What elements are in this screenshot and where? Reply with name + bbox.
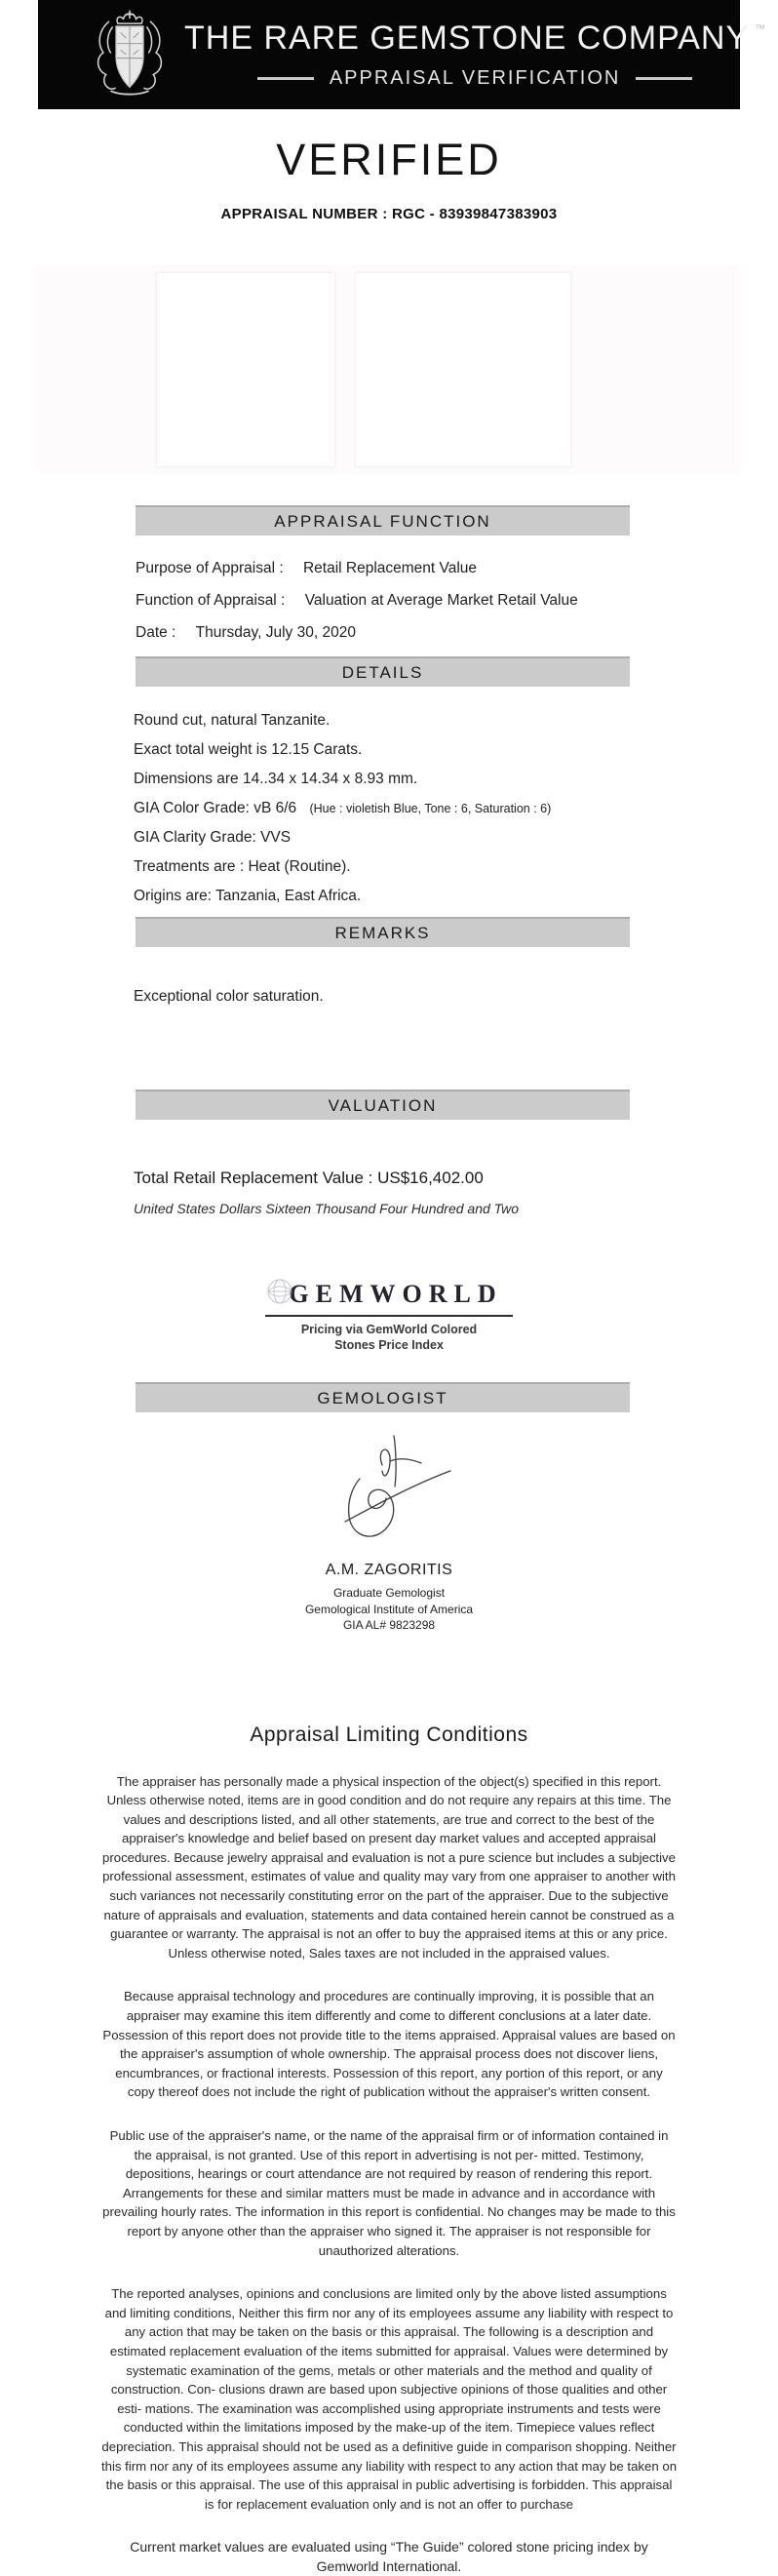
section-header-valuation: VALUATION	[136, 1090, 630, 1120]
gemworld-caption-line1: Pricing via GemWorld Colored	[38, 1322, 740, 1337]
header-subtitle: APPRAISAL VERIFICATION	[330, 67, 621, 90]
row-function	[136, 592, 701, 610]
limiting-conditions-body	[100, 1772, 678, 2576]
credential-title: Graduate Gemologist	[38, 1585, 740, 1602]
section-header-remarks: REMARKS	[136, 917, 630, 947]
row-date	[136, 624, 701, 642]
valuation-amount-words: United States Dollars Sixteen Thousand Four Hundred and Two	[134, 1201, 701, 1216]
gemworld-wordmark: GEMWORLD	[289, 1280, 502, 1309]
function-label: Function of Appraisal :	[136, 592, 285, 610]
limiting-conditions-title: Appraisal Limiting Conditions	[38, 1724, 740, 1747]
credential-institute: Gemological Institute of America	[38, 1602, 740, 1618]
detail-clarity-grade: GIA Clarity Grade: VVS	[134, 829, 701, 847]
date-label: Date :	[136, 624, 175, 642]
limiting-paragraph-1: The appraiser has personally made a physical inspection of the object(s) specified in this report. Unless otherwise noted, items are in good condition and do not require any repairs at this time. The values and descriptions listed, and all other statements, are true and correct to the best of the appraiser's knowledge and belief based on present day market values and accepted appraisal procedures. Because jewelry appraisal and evaluation is not a pure science but includes a subjective professional assessment, estimates of value and quality may vary from one appraiser to another with such variances not necessarily constituting error on the part of the appraiser. Due to the subjective nature of appraisals and evaluation, statements and data contained herein cannot be construed as a guarantee or warranty. The appraisal is not an offer to buy the appraised items at this or any price. Unless otherwise noted, Sales taxes are not included in the appraised values.	[100, 1772, 678, 1963]
function-value: Valuation at Average Market Retail Value	[305, 592, 578, 610]
color-grade-note: (Hue : violetish Blue, Tone : 6, Saturation : 6)	[309, 802, 551, 815]
trademark-symbol: ™	[755, 23, 765, 35]
details-lines	[134, 712, 701, 905]
section-header-gemologist: GEMOLOGIST	[136, 1382, 630, 1412]
gem-photo-left	[157, 273, 334, 466]
gem-photos-area	[38, 265, 740, 474]
page-header	[38, 0, 740, 109]
date-value: Thursday, July 30, 2020	[196, 624, 356, 642]
limiting-paragraph-5: Current market values are evaluated using “The Guide” colored stone pricing index by Gemworld International.	[100, 2538, 678, 2576]
limiting-paragraph-4: The reported analyses, opinions and conclusions are limited only by the above listed assumptions and limiting conditions, Neither this firm nor any of its employees assume any liability with respect to any action that may be taken on the basis or this appraisal. The following is a description and estimated replacement evaluation of the items submitted for appraisal. Values were determined by systematic examination of the gems, metals or other materials and the method and quality of construction. Con- clusions drawn are based upon subjective opinions of those qualities and other esti- mations. The examination was accomplished using appropriate instruments and tests were conducted within the limitations imposed by the make-up of the item. Timepiece values reflect depreciation. This appraisal should not be used as a definitive guide in comparison shopping. Neither this firm nor any of its employees assume any liability with respect to any action that may be taken on the basis or this appraisal. The use of this appraisal in public advertising is forbidden. This appraisal is for replacement evaluation only and is not an offer to purchase	[100, 2284, 678, 2514]
detail-color-grade	[134, 800, 701, 817]
detail-cut: Round cut, natural Tanzanite.	[134, 712, 701, 730]
subtitle-dash-left	[257, 77, 314, 80]
verified-status: VERIFIED	[38, 135, 740, 185]
company-name: THE RARE GEMSTONE COMPANY	[184, 20, 749, 58]
limiting-paragraph-3: Public use of the appraiser's name, or the name of the appraisal firm or of information contained in the appraisal, is not granted. Use of this report in advertising is not per- mitted. Testimony, depositions, hearings or court attendance are not required by reason of rendering this report. Arrangements for these and similar matters must be made in advance and in accordance with prevailing hourly rates. The information in this report is confidential. No changes may be made to this report by anyone other than the appraiser who signed it. The appraiser is not responsible for unauthorized alterations.	[100, 2126, 678, 2260]
subtitle-dash-right	[636, 77, 692, 80]
detail-weight: Exact total weight is 12.15 Carats.	[134, 741, 701, 759]
gem-photo-right	[356, 273, 570, 466]
detail-dimensions: Dimensions are 14..34 x 14.34 x 8.93 mm.	[134, 771, 701, 788]
appraisal-function-rows	[136, 560, 701, 642]
section-header-appraisal-function: APPRAISAL FUNCTION	[136, 505, 630, 535]
gemworld-caption	[38, 1322, 740, 1353]
credential-gia-number: GIA AL# 9823298	[38, 1617, 740, 1634]
valuation-total: Total Retail Replacement Value : US$16,402.00	[134, 1169, 701, 1188]
color-grade-value: GIA Color Grade: vB 6/6	[134, 800, 296, 816]
gemologist-credentials	[38, 1585, 740, 1634]
purpose-value: Retail Replacement Value	[303, 560, 477, 577]
detail-treatments: Treatments are : Heat (Routine).	[134, 858, 701, 876]
gemworld-pricing-block	[38, 1277, 740, 1353]
detail-origins: Origins are: Tanzania, East Africa.	[134, 888, 701, 905]
appraisal-number: APPRAISAL NUMBER : RGC - 83939847383903	[38, 206, 740, 222]
gemworld-logo	[265, 1277, 512, 1317]
row-purpose	[136, 560, 701, 577]
gemologist-block	[38, 1428, 740, 1634]
company-crest-icon	[89, 6, 171, 104]
gemworld-caption-line2: Stones Price Index	[38, 1337, 740, 1353]
globe-icon	[265, 1277, 294, 1311]
header-text	[184, 20, 778, 90]
limiting-paragraph-2: Because appraisal technology and procedures are continually improving, it is possible that an appraiser may examine this item differently and come to different conclusions at a later date. Possession of this report does not provide title to the items appraised. Appraisal values are based on the appraiser's assumption of whole ownership. The appraisal process does not discover liens, encumbrances, or fractional interests. Possession of this report, any portion of this report, or any copy thereof does not include the right of publication without the appraiser's written consent.	[100, 1987, 678, 2102]
gemologist-name: A.M. ZAGORITIS	[38, 1562, 740, 1579]
remarks-text: Exceptional color saturation.	[134, 988, 701, 1006]
purpose-label: Purpose of Appraisal :	[136, 560, 284, 577]
section-header-details: DETAILS	[136, 656, 630, 687]
gemologist-signature	[38, 1428, 740, 1560]
